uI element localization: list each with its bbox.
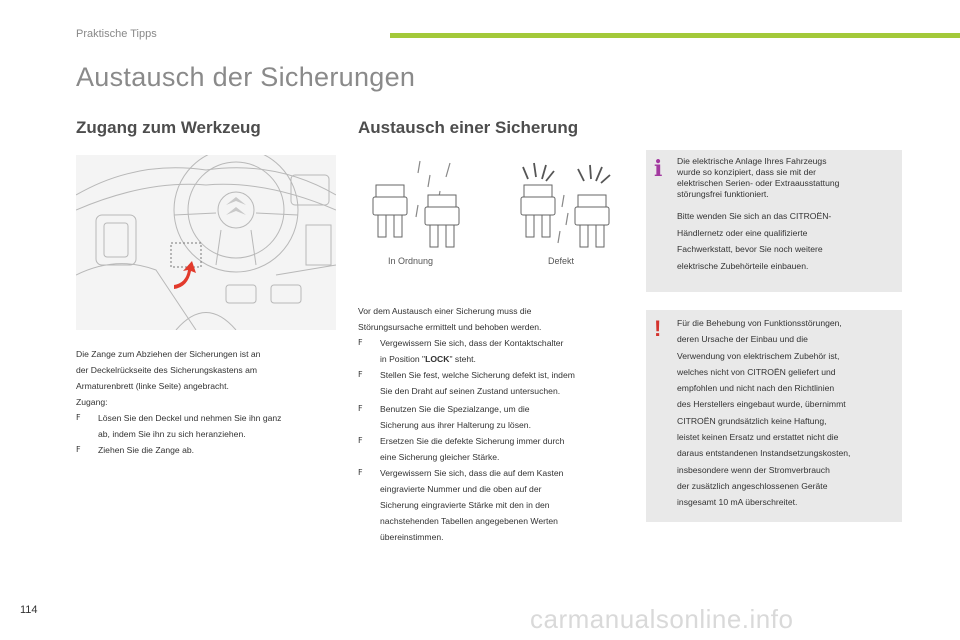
list-item <box>358 465 630 545</box>
label-fuse-ok: In Ordnung <box>388 256 434 266</box>
label-fuse-defect: Defekt <box>548 256 575 266</box>
info-icon: i <box>654 156 663 182</box>
text-line: deren Ursache der Einbau und die <box>677 334 808 345</box>
text-line: Vergewissern Sie sich, dass die auf dem Kasten <box>380 468 564 478</box>
text-line: Vergewissern Sie sich, dass der Kontaktschalter <box>380 338 564 348</box>
list-item <box>358 367 630 399</box>
text-line: CITROËN grundsätzlich keine Haftung, <box>677 415 827 426</box>
text-line: des Herstellers eingebaut wurde, übernimmt <box>677 399 846 410</box>
fuse-comparison-figure <box>358 155 628 270</box>
text-line: Bitte wenden Sie sich an das CITROËN- <box>677 211 832 221</box>
text-line: Armaturenbrett (linke Seite) angebracht. <box>76 381 229 391</box>
list-item <box>76 442 338 458</box>
watermark: carmanualsonline.info <box>530 604 794 634</box>
page-number: 114 <box>20 604 38 616</box>
list-item <box>358 335 630 367</box>
text-line: Ersetzen Sie die defekte Sicherung immer durch <box>380 436 565 446</box>
bullet-marker: F <box>358 370 363 379</box>
text-line: elektrischen Serien- oder Extraausstattung <box>677 178 840 188</box>
text-line: wurde so konzipiert, dass sie mit der <box>677 167 816 177</box>
text-line: in Position "LOCK" steht. <box>380 354 476 364</box>
bullet-marker: F <box>358 338 363 347</box>
text-line: Händlernetz oder eine qualifizierte <box>677 227 808 238</box>
heading-tool-access: Zugang zum Werkzeug <box>76 118 261 137</box>
text-line: nachstehenden Tabellen angegebenen Werten <box>380 516 558 526</box>
info-text-dealer <box>677 208 897 274</box>
text-line: Ziehen Sie die Zange ab. <box>98 445 195 455</box>
text-line: insbesondere wenn der Stromverbrauch <box>677 464 830 475</box>
text-line: elektrische Zubehörteile einbauen. <box>677 260 809 271</box>
text-line: empfohlen und nicht nach den Richtlinien <box>677 383 835 394</box>
text-line: störungsfrei funktioniert. <box>677 189 769 199</box>
warning-text <box>677 315 897 511</box>
text-line: ab, indem Sie ihn zu sich heranziehen. <box>98 429 246 439</box>
text-line: insgesamt 10 mA überschreitet. <box>677 497 798 508</box>
bullet-marker: F <box>76 413 81 422</box>
text-line: welches nicht von CITROËN geliefert und <box>677 366 836 377</box>
text-line: Sicherung eingravierte Stärke mit den in den <box>380 500 550 510</box>
bullet-marker: F <box>358 404 363 413</box>
bullet-marker: F <box>358 468 363 477</box>
list-item <box>358 433 630 465</box>
text-line: eine Sicherung gleicher Stärke. <box>380 452 500 462</box>
text-line: Fachwerkstatt, bevor Sie noch weitere <box>677 244 823 254</box>
list-item <box>358 401 630 433</box>
text-line: der zusätzlich angeschlossenen Geräte <box>677 480 828 491</box>
bullet-marker: F <box>76 445 81 454</box>
text-line: Die Zange zum Abziehen der Sicherungen ist an <box>76 349 261 359</box>
text-line: daraus entstandenen Instandsetzungskosten, <box>677 448 851 459</box>
text-line: Für die Behebung von Funktionsstörungen, <box>677 318 842 328</box>
text-line: übereinstimmen. <box>380 532 444 542</box>
section-label: Praktische Tipps <box>76 28 157 40</box>
text-line: Benutzen Sie die Spezialzange, um die <box>380 404 530 414</box>
text-line: Vor dem Austausch einer Sicherung muss die <box>358 306 532 316</box>
fuse-replacement-text <box>358 303 630 545</box>
text-line: Stellen Sie fest, welche Sicherung defekt ist, indem <box>380 370 575 380</box>
bullet-marker: F <box>358 436 363 445</box>
text-line: leistet keinen Ersatz und erstattet nicht die <box>677 432 839 443</box>
text-line: Sicherung aus ihrer Halterung zu lösen. <box>380 420 531 430</box>
text-line: Zugang: <box>76 397 108 407</box>
text-line: eingravierte Nummer und die oben auf der <box>380 484 542 494</box>
page-title: Austausch der Sicherungen <box>76 62 416 92</box>
text-line: Sie den Draht auf seinen Zustand untersuchen. <box>380 386 561 396</box>
warning-icon: ! <box>654 316 662 341</box>
text-line: Störungsursache ermittelt und behoben werden. <box>358 322 542 332</box>
text-line: Die elektrische Anlage Ihres Fahrzeugs <box>677 156 827 166</box>
text-line: Lösen Sie den Deckel und nehmen Sie ihn ganz <box>98 413 282 423</box>
info-text <box>677 156 897 200</box>
text-line: der Deckelrückseite des Sicherungskastens am <box>76 365 258 375</box>
warning-box <box>646 310 902 522</box>
heading-fuse-replacement: Austausch einer Sicherung <box>358 118 579 137</box>
tool-access-text <box>76 346 338 458</box>
info-box <box>646 150 902 292</box>
list-item <box>76 410 338 442</box>
header-accent-bar <box>390 33 960 38</box>
dashboard-illustration <box>76 155 336 330</box>
text-line: Verwendung von elektrischem Zubehör ist, <box>677 350 840 361</box>
